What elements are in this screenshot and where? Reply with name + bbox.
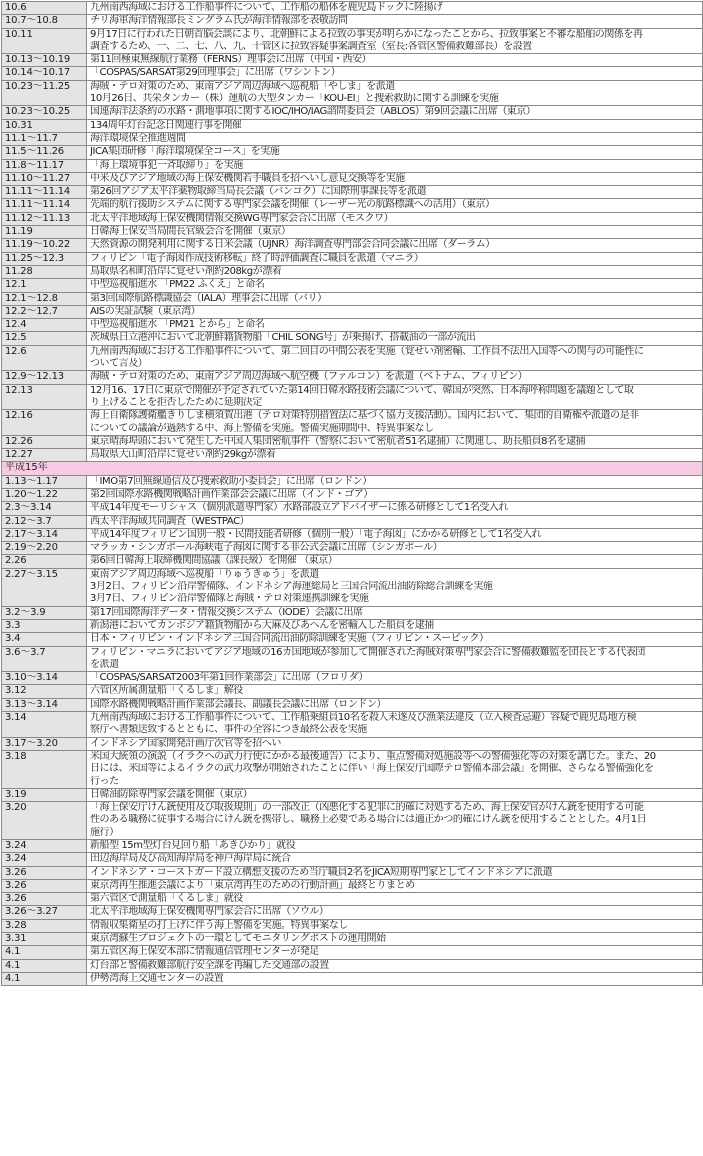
event-cell — [87, 488, 703, 501]
event-text-line: 鳥取県名和町沿岸に覚せい剤約208kgが漂着 — [90, 265, 282, 277]
event-text-line: 「COSPAS/SARSAT第29回理事会」に出席（ワシントン） — [90, 67, 341, 79]
event-text-line: 日韓油防除専門家会議を開催（東京） — [90, 788, 253, 800]
event-cell — [87, 345, 703, 371]
event-text-line: インドネシア国家開発計画庁次官等を招へい — [90, 737, 281, 749]
event-cell — [87, 646, 703, 672]
event-text-line: 調査するため、一、二、七、八、九、十管区に拉致容疑事案調査室（室長:各管区警備救難部長）を設置 — [90, 40, 532, 52]
event-cell — [87, 132, 703, 145]
event-cell — [87, 159, 703, 172]
table-row — [2, 159, 703, 172]
table-row — [2, 619, 703, 632]
chronology-body — [2, 2, 703, 986]
event-text-line: 海洋環境保全推進週間 — [90, 132, 186, 144]
event-cell — [87, 866, 703, 879]
event-text-line: 北太平洋地域海上保安機関情報交換WG専門家会合に出席（モスクワ） — [90, 212, 394, 224]
date-cell: 3.6～3.7 — [2, 646, 87, 672]
date-cell: 2.3～3.14 — [2, 502, 87, 515]
date-cell: 3.3 — [2, 619, 87, 632]
event-cell — [87, 332, 703, 345]
event-text-line: 茨城県日立港沖において北朝鮮籍貨物船「CHIL SONG号」が乗揚げ、搭載油の一部が流出 — [90, 332, 476, 344]
table-row — [2, 488, 703, 501]
event-text-line: 西太平洋海域共同調査（WESTPAC） — [90, 515, 250, 527]
event-cell — [87, 172, 703, 185]
date-cell: 11.28 — [2, 265, 87, 278]
event-cell — [87, 906, 703, 919]
event-text-line: 察庁へ書類送致するとともに、事件の全容につき最終公表を実施 — [90, 724, 367, 736]
event-text-line: 施行） — [90, 826, 119, 838]
table-row — [2, 132, 703, 145]
date-cell: 2.17～3.14 — [2, 528, 87, 541]
date-cell: 3.19 — [2, 788, 87, 801]
event-text-line: 六管区所属測量船「くるしま」解役 — [90, 685, 243, 697]
event-text-line: 10月26日、共栄タンカー（株）運航の大型タンカー「KOU-EI」と捜索救助に関する訓練を実施 — [90, 93, 499, 105]
table-row — [2, 606, 703, 619]
event-cell — [87, 542, 703, 555]
date-cell: 3.26 — [2, 879, 87, 892]
event-text-line: 中型巡視船進水 「PM21 とから」と命名 — [90, 319, 265, 331]
event-text-line: 日本・フィリピン・インドネシア三国合同流出油防除訓練を実施（フィリピン・スービック） — [90, 633, 489, 645]
date-cell: 11.11～11.14 — [2, 199, 87, 212]
event-text-line: 先端的航行援助システムに関する専門家会議を開催（レーザー光の航路標識への活用）（東京） — [90, 199, 495, 211]
event-cell — [87, 475, 703, 488]
event-text-line: 第26回アジア太平洋薬物取締当局長会議（バンコク）に国際刑事課長等を派遣 — [90, 186, 427, 198]
date-cell: 2.12～3.7 — [2, 515, 87, 528]
date-cell: 3.2～3.9 — [2, 606, 87, 619]
event-cell — [87, 788, 703, 801]
date-cell: 3.17～3.20 — [2, 737, 87, 750]
table-row — [2, 15, 703, 28]
date-cell: 3.20 — [2, 802, 87, 840]
date-cell: 1.13～1.17 — [2, 475, 87, 488]
date-cell: 11.19 — [2, 226, 87, 239]
event-cell — [87, 946, 703, 959]
event-cell — [87, 502, 703, 515]
table-row — [2, 750, 703, 788]
table-row — [2, 252, 703, 265]
event-cell — [87, 555, 703, 568]
date-cell: 12.16 — [2, 410, 87, 436]
table-row — [2, 332, 703, 345]
event-cell — [87, 893, 703, 906]
date-cell: 10.23～11.25 — [2, 80, 87, 106]
date-cell: 11.8～11.17 — [2, 159, 87, 172]
event-cell — [87, 2, 703, 15]
date-cell: 11.10～11.27 — [2, 172, 87, 185]
date-cell: 3.28 — [2, 919, 87, 932]
event-cell — [87, 435, 703, 448]
table-row — [2, 959, 703, 972]
date-cell: 12.27 — [2, 449, 87, 462]
date-cell: 11.1～11.7 — [2, 132, 87, 145]
table-row — [2, 226, 703, 239]
table-row — [2, 568, 703, 606]
event-cell — [87, 292, 703, 305]
date-cell: 3.4 — [2, 633, 87, 646]
event-text-line: フィリピン「電子海図作成技術移転」終了時評価調査に職員を派遣（マニラ） — [90, 252, 424, 264]
table-row — [2, 292, 703, 305]
event-text-line: 米国大統領の演説（イラクへの武力行使にかかる最後通告）により、重点警備対処施設等への警備強化等の対策を講じた。また、20 — [90, 750, 656, 762]
date-cell: 3.26～3.27 — [2, 906, 87, 919]
event-text-line: 情報収集衛星の打上げに伴う海上警備を実施。特異事案なし — [90, 919, 348, 931]
event-text-line: AISの実証試験（東京湾） — [90, 305, 201, 317]
event-cell — [87, 712, 703, 738]
event-cell — [87, 685, 703, 698]
event-text-line: 新船型 15m型灯台見回り船「あきひかり」就役 — [90, 840, 296, 851]
date-cell: 12.2～12.7 — [2, 305, 87, 318]
date-cell: 12.1 — [2, 279, 87, 292]
date-cell: 11.11～11.14 — [2, 186, 87, 199]
table-row — [2, 449, 703, 462]
table-row — [2, 106, 703, 119]
date-cell: 12.9～12.13 — [2, 371, 87, 384]
event-cell — [87, 80, 703, 106]
event-cell — [87, 933, 703, 946]
event-text-line: 中型巡視船進水 「PM22 ふくえ」と命名 — [90, 279, 265, 291]
table-row — [2, 840, 703, 853]
event-cell — [87, 186, 703, 199]
event-text-line: 「IMO第7回無線通信及び捜索救助小委員会」に出席（ロンドン） — [90, 475, 372, 487]
table-row — [2, 28, 703, 54]
table-row — [2, 371, 703, 384]
event-text-line: 東京晴海埠頭において発生した中国人集団密航事件（警察において密航者51名逮捕）に関連し、助長船員8名を逮捕 — [90, 435, 586, 447]
event-cell — [87, 199, 703, 212]
event-text-line: 第11回極東無線航行業務（FERNS）理事会に出席（中国・西安） — [90, 54, 372, 66]
event-cell — [87, 371, 703, 384]
table-row — [2, 672, 703, 685]
date-cell: 12.13 — [2, 384, 87, 410]
date-cell: 11.25～12.3 — [2, 252, 87, 265]
date-cell: 3.24 — [2, 840, 87, 853]
event-text-line: 国連海洋法条約の水路・測地事項に関するIOC/IHO/IAG諮問委員会（ABLOS）第9回会議に出席（東京） — [90, 106, 536, 118]
event-text-line: 伊勢湾海上交通センターの設置 — [90, 972, 224, 984]
event-cell — [87, 959, 703, 972]
event-text-line: 国際水路機関戦略計画作業部会議長、副議長会議に出席（ロンドン） — [90, 698, 387, 710]
event-cell — [87, 840, 703, 853]
event-text-line: 日には、米国等によるイラクの武力攻撃が開始されたことに伴い「海上保安庁国際テロ警備本部会議」を開催、さらなる警備強化を — [90, 763, 654, 775]
date-cell: 3.10～3.14 — [2, 672, 87, 685]
event-text-line: 「COSPAS/SARSAT2003年第1回作業部会」に出席（フロリダ） — [90, 672, 369, 684]
event-text-line: 平成14年度フィリピン国別一般・民間技能者研修（個別一般）「電子海図」にかかる研修として1名受入れ — [90, 528, 542, 540]
date-cell: 11.12～11.13 — [2, 212, 87, 225]
table-row — [2, 946, 703, 959]
event-cell — [87, 449, 703, 462]
date-cell: 3.13～3.14 — [2, 698, 87, 711]
event-text-line: マラッカ・シンガポール海峡電子海図に関する非公式会議に出席（シンガポール） — [90, 542, 443, 554]
event-text-line: 新潟港においてカンボジア籍貨物船から大麻及びあへんを密輸入した船員を逮捕 — [90, 619, 434, 631]
table-row — [2, 199, 703, 212]
event-text-line: 九州南西海域における工作船事件について、第二回目の中間公表を実施（覚せい剤密輸、工作員不法出入国等への関与の可能性に — [90, 345, 644, 357]
date-cell: 3.18 — [2, 750, 87, 788]
date-cell: 2.27～3.15 — [2, 568, 87, 606]
event-cell — [87, 212, 703, 225]
event-text-line: 3月7日、フィリピン沿岸警備隊と海賊・テロ対策連携訓練を実施 — [90, 593, 369, 605]
event-text-line: 日韓海上保安当局間長官級会合を開催（東京） — [90, 226, 291, 238]
event-cell — [87, 119, 703, 132]
table-row — [2, 866, 703, 879]
event-text-line: 12月16、17日に東京で開催が予定されていた第14回日韓水路技術会議について、韓国が突然、日本海呼称問題を議題として取 — [90, 384, 634, 396]
table-row — [2, 646, 703, 672]
event-text-line: 天然資源の開発利用に関する日米会議（UJNR）海洋調査専門部会合同会議に出席（ダーラム） — [90, 239, 495, 251]
event-text-line: 田辺海岸局及び高知海岸局を神戸海岸局に統合 — [90, 853, 291, 865]
table-row — [2, 212, 703, 225]
table-row — [2, 319, 703, 332]
table-row — [2, 698, 703, 711]
date-cell: 10.31 — [2, 119, 87, 132]
chronology-table — [1, 1, 703, 986]
table-row — [2, 633, 703, 646]
event-text-line: 第6回日韓海上取締機関間協議（課長級）を開催 （東京） — [90, 555, 338, 567]
table-row — [2, 54, 703, 67]
event-text-line: についての議論が過熱する中、海上警備を実施。警備実施期間中、特異事案なし — [90, 422, 434, 434]
section-header-row — [2, 462, 703, 475]
event-cell — [87, 568, 703, 606]
date-cell: 10.23～10.25 — [2, 106, 87, 119]
event-text-line: 灯台部と警備救難部航行安全課を再編した交通部の設置 — [90, 959, 329, 971]
event-text-line: 「海上環境事犯一斉取締り」を実施 — [90, 159, 243, 171]
event-text-line: 鳥取県大山町沿岸に覚せい剤約29kgが漂着 — [90, 449, 276, 461]
date-cell: 10.6 — [2, 2, 87, 15]
event-text-line: 海賊・テロ対策のため、東南アジア周辺海域へ巡視船「やしま」を派遣 — [90, 80, 395, 92]
event-text-line: 第2回国際水路機関戦略計画作業部会会議に出席（インド・ゴア） — [90, 488, 373, 500]
table-row — [2, 435, 703, 448]
date-cell: 4.1 — [2, 972, 87, 985]
event-cell — [87, 698, 703, 711]
table-row — [2, 265, 703, 278]
table-row — [2, 475, 703, 488]
event-text-line: 九州南西海域における工作船事件について、工作船乗組員10名を殺人未遂及び漁業法違反（立入検査忌避）容疑で鹿児島地方検 — [90, 712, 637, 724]
event-text-line: 性のある職務に従事する場合にけん銃を携帯し、職務上必要である場合には適正かつ的確にけん銃を使用することとした。4月1日 — [90, 814, 647, 826]
event-text-line: 中米及びアジア地域の海上保安機関若手職員を招へいし意見交換等を実施 — [90, 172, 405, 184]
table-row — [2, 528, 703, 541]
table-row — [2, 879, 703, 892]
event-text-line: を派遣 — [90, 658, 119, 670]
table-row — [2, 2, 703, 15]
event-text-line: 第六管区で測量船「くるしま」就役 — [90, 893, 243, 905]
table-row — [2, 279, 703, 292]
table-row — [2, 186, 703, 199]
event-cell — [87, 853, 703, 866]
table-row — [2, 919, 703, 932]
event-cell — [87, 252, 703, 265]
date-cell: 11.5～11.26 — [2, 146, 87, 159]
event-cell — [87, 239, 703, 252]
event-cell — [87, 146, 703, 159]
table-row — [2, 933, 703, 946]
table-row — [2, 172, 703, 185]
date-cell: 3.14 — [2, 712, 87, 738]
table-row — [2, 119, 703, 132]
event-cell — [87, 750, 703, 788]
date-cell: 12.4 — [2, 319, 87, 332]
event-cell — [87, 305, 703, 318]
event-cell — [87, 265, 703, 278]
event-text-line: JICA集団研修「海洋環境保全コース」を実施 — [90, 146, 280, 158]
table-row — [2, 305, 703, 318]
date-cell: 4.1 — [2, 959, 87, 972]
event-text-line: 海賊・テロ対策のため、東南アジア周辺海域へ航空機（ファルコン）を派遣（ベトナム、フィリピン） — [90, 371, 528, 383]
table-row — [2, 542, 703, 555]
table-row — [2, 802, 703, 840]
table-row — [2, 515, 703, 528]
event-cell — [87, 106, 703, 119]
date-cell: 10.11 — [2, 28, 87, 54]
event-cell — [87, 633, 703, 646]
date-cell: 3.26 — [2, 893, 87, 906]
event-text-line: 「海上保安庁けん銃使用及び取扱規則」の一部改正（凶悪化する犯罪に的確に対処するため、海上保安官がけん銃を使用する可能 — [90, 802, 644, 814]
event-text-line: フィリピン・マニラにおいてアジア地域の16カ国地域が参加して開催された海賊対策専門家会合に警備救難監を団長とする代表団 — [90, 646, 645, 658]
event-text-line: 平成14年度モーリシャス（個別派遣専門家）水路部設立アドバイザーに係る研修として1名受入れ — [90, 502, 509, 514]
event-cell — [87, 67, 703, 80]
event-cell — [87, 279, 703, 292]
date-cell: 3.31 — [2, 933, 87, 946]
event-cell — [87, 606, 703, 619]
date-cell: 12.6 — [2, 345, 87, 371]
event-cell — [87, 384, 703, 410]
table-row — [2, 685, 703, 698]
table-row — [2, 80, 703, 106]
table-row — [2, 853, 703, 866]
event-text-line: 行った — [90, 775, 119, 787]
event-cell — [87, 972, 703, 985]
event-text-line: チリ海軍海洋情報部長ミングラム氏が海洋情報部を表敬訪問 — [90, 15, 348, 27]
event-text-line: 134周年灯台記念日関連行事を開催 — [90, 119, 242, 131]
date-cell: 3.26 — [2, 866, 87, 879]
event-cell — [87, 528, 703, 541]
event-text-line: 第五管区海上保安本部に情報通信管理センターが発足 — [90, 946, 319, 958]
date-cell: 2.26 — [2, 555, 87, 568]
table-row — [2, 972, 703, 985]
table-row — [2, 410, 703, 436]
table-row — [2, 146, 703, 159]
date-cell: 4.1 — [2, 946, 87, 959]
event-text-line: 海上自衛隊護衛艦きりしま横須賀出港（テロ対策特別措置法に基づく協力支援活動）。国内において、集団的自衛権や派遣の是非 — [90, 410, 639, 422]
event-cell — [87, 28, 703, 54]
event-cell — [87, 919, 703, 932]
event-cell — [87, 515, 703, 528]
event-cell — [87, 54, 703, 67]
date-cell: 2.19～2.20 — [2, 542, 87, 555]
section-header: 平成15年 — [2, 462, 703, 475]
table-row — [2, 788, 703, 801]
table-row — [2, 737, 703, 750]
event-text-line: り上げることを拒否したために延期決定 — [90, 396, 262, 408]
event-text-line: 東京湾再生推進会議により「東京湾再生のための行動計画」最終とりまとめ — [90, 879, 415, 891]
date-cell: 11.19～10.22 — [2, 239, 87, 252]
table-row — [2, 893, 703, 906]
table-row — [2, 384, 703, 410]
event-cell — [87, 619, 703, 632]
date-cell: 10.13～10.19 — [2, 54, 87, 67]
table-row — [2, 502, 703, 515]
event-text-line: 東京湾蘇生プロジェクトの一環としてモニタリングポストの運用開始 — [90, 933, 386, 945]
event-text-line: 九州南西海域における工作船事件について、工作船の船体を鹿児島ドックに陸揚げ — [90, 2, 443, 13]
event-text-line: 東南アジア周辺海域へ巡視船「りゅうきゅう」を派遣 — [90, 568, 319, 580]
table-row — [2, 67, 703, 80]
table-row — [2, 555, 703, 568]
event-cell — [87, 410, 703, 436]
event-cell — [87, 226, 703, 239]
event-cell — [87, 15, 703, 28]
event-text-line: インドネシア・コーストガード設立構想支援のため当庁職員2名をJICA短期専門家としてインドネシアに派遣 — [90, 866, 553, 878]
date-cell: 12.26 — [2, 435, 87, 448]
table-row — [2, 906, 703, 919]
date-cell: 1.20～1.22 — [2, 488, 87, 501]
table-row — [2, 239, 703, 252]
date-cell: 3.24 — [2, 853, 87, 866]
table-row — [2, 345, 703, 371]
event-text-line: 3月2日、フィリピン沿岸警備隊、インドネシア海運総局と三国合同流出油防除総合訓練を実施 — [90, 581, 493, 593]
date-cell: 10.14～10.17 — [2, 67, 87, 80]
event-text-line: 北太平洋地域海上保安機関専門家会合に出席（ソウル） — [90, 906, 329, 918]
event-cell — [87, 879, 703, 892]
table-row — [2, 712, 703, 738]
event-cell — [87, 737, 703, 750]
date-cell: 3.12 — [2, 685, 87, 698]
event-cell — [87, 672, 703, 685]
event-cell — [87, 802, 703, 840]
event-text-line: ついて言及） — [90, 358, 148, 370]
date-cell: 12.5 — [2, 332, 87, 345]
date-cell: 12.1～12.8 — [2, 292, 87, 305]
date-cell: 10.7～10.8 — [2, 15, 87, 28]
event-text-line: 第3回国際航路標識協会（IALA）理事会に出席（バリ） — [90, 292, 327, 304]
event-text-line: 第17回国際海洋データ・情報交換システム（IODE）会議に出席 — [90, 606, 363, 618]
event-cell — [87, 319, 703, 332]
event-text-line: 9月17日に行われた日朝首脳会談により、北朝鮮による拉致の事実が明らかになったことから、拉致事案と不審な船舶の関係を再 — [90, 28, 643, 40]
